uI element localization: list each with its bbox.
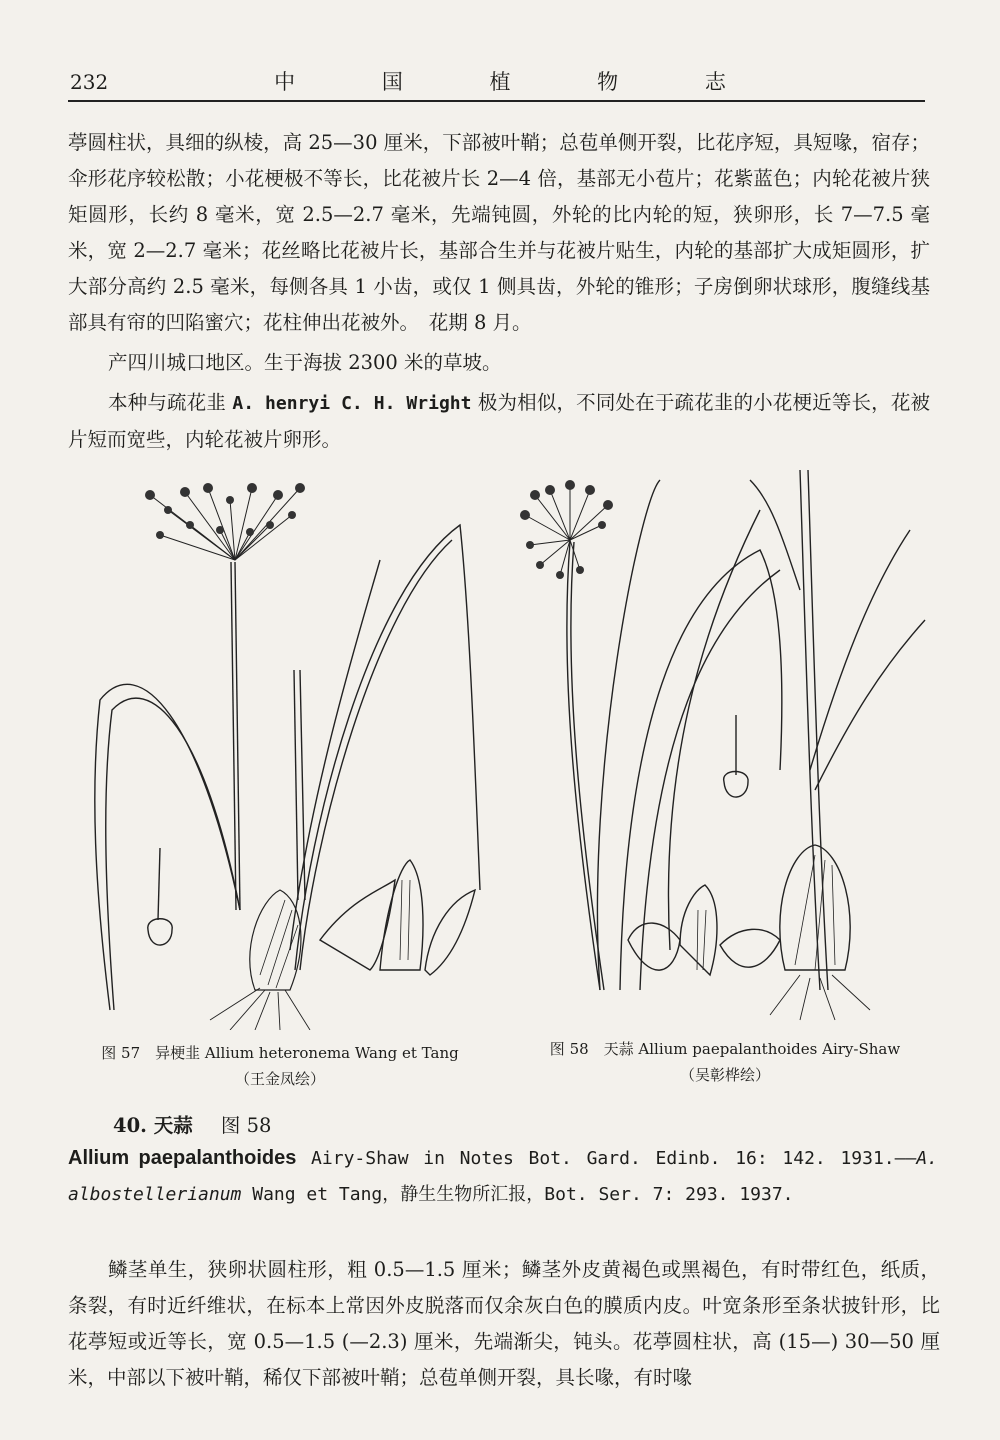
header-rule: [68, 100, 925, 102]
figure-58-caption-text: 图 58 天蒜 Allium paepalanthoides Airy-Shaw: [549, 1040, 901, 1058]
page-number: 232: [70, 70, 109, 94]
citation-part-2: Wang et Tang，静生生物所汇报，Bot. Ser. 7: 293. 1937.: [241, 1184, 794, 1205]
synonym-name: A. albostellerianum: [68, 1148, 939, 1205]
comparison-text-end: 极为相似，不同处在于疏花韭的小花梗近等长，花被片短而宽些，内轮花被片卵形。: [68, 391, 931, 451]
figure-57-caption: [80, 1040, 480, 1092]
species-heading: [113, 1110, 271, 1138]
distribution-paragraph: 产四川城口地区。生于海拔 2300 米的草坡。: [108, 351, 502, 374]
comparison-paragraph: [68, 385, 930, 458]
running-title: 中 国 植 物 志: [274, 70, 766, 94]
top-text-block: [68, 125, 930, 458]
figure-58-caption: [525, 1036, 925, 1088]
species-scientific-name: Allium paepalanthoides: [68, 1147, 297, 1169]
description-paragraph: 鳞茎单生，狭卵状圆柱形，粗 0.5—1.5 厘米；鳞茎外皮黄褐色或黑褐色，有时带红色，纸质，条裂，有时近纤维状，在标本上常因外皮脱落而仅余灰白色的膜质内皮。叶宽条形至条状披针形，比花葶短或近等长，宽 0.5—1.5 (—2.3) 厘米，先端渐尖，钝头。花葶圆柱状，高 (15—) 30—50 厘米，中部以下被叶鞘，稀仅下部被叶鞘；总苞单侧开裂，具长喙，有时喙: [68, 1258, 940, 1389]
comparison-text-start: 本种与疏花韭: [108, 391, 233, 414]
species-number-name: 40. 天蒜: [113, 1114, 193, 1137]
botanical-figures: [80, 470, 940, 1030]
species-description: [68, 1252, 940, 1396]
figure-57-illustration: [95, 483, 480, 1030]
figure-57-caption-text: 图 57 异梗韭 Allium heteronema Wang et Tang: [101, 1044, 459, 1062]
citation-part-1: Airy-Shaw in Notes Bot. Gard. Edinb. 16: 142. 1931.——: [296, 1148, 917, 1169]
figure-58-credit: （吴彰桦绘）: [679, 1066, 770, 1084]
species-citation: [68, 1140, 938, 1212]
description-continued: 葶圆柱状，具细的纵棱，高 25—30 厘米，下部被叶鞘；总苞单侧开裂，比花序短，具短喙，宿存；伞形花序较松散；小花梗极不等长，比花被片长 2—4 倍，基部无小苞片；花紫蓝色；内轮花被片狭矩圆形，长约 8 毫米，宽 2.5—2.7 毫米，先端钝圆，外轮的比内轮的短，狭卵形，长 7—7.5 毫米，宽 2—2.7 毫米；花丝略比花被片长，基部合生并与花被片贴生，内轮的基部扩大成矩圆形，扩大部分高约 2.5 毫米，每侧各具 1 小齿，或仅 1 侧具齿，外轮的锥形；子房倒卵状球形，腹缝线基部具有帘的凹陷蜜穴；花柱伸出花被外。 花期 8 月。: [68, 131, 930, 334]
figure-57-credit: （王金凤绘）: [234, 1070, 325, 1088]
figure-illustrations: [80, 470, 940, 1030]
figure-58-illustration: [520, 470, 925, 1020]
species-figure-ref: 图 58: [220, 1114, 272, 1137]
comparison-latin-name: A. henryi C. H. Wright: [232, 393, 472, 414]
